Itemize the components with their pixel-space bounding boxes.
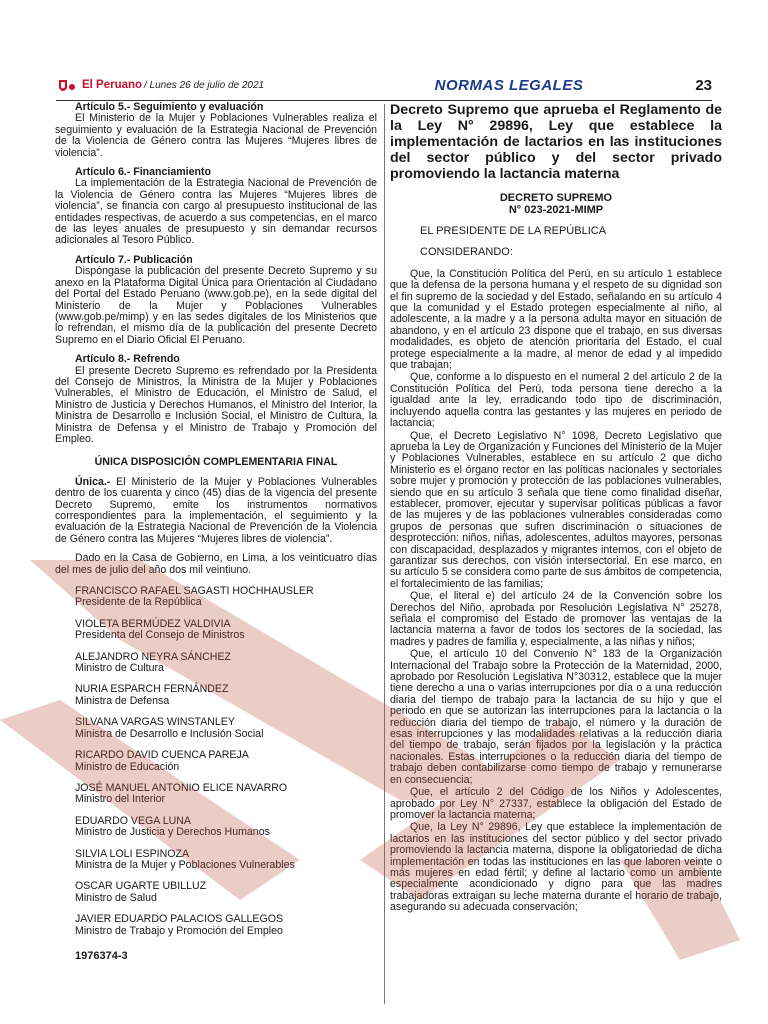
considering-paragraph: Que, el Decreto Legislativo N° 1098, Decreto Legislativo que aprueba la Ley de Organización y Funciones del Ministerio de la Mujer y Poblaciones Vulnerables, establece en su artículo 2 que dicho Ministerio es el órgano rector en las políticas nacionales y sectoriales sobre mujer y promoción y protección de las poblaciones vulnerables, siendo que en su artículo 3 señala que tiene como finalidad diseñar, establecer, promover, ejecutar y supervisar políticas públicas a favor de las mujeres y de las poblaciones vulnerables consideradas como grupos de personas que sufren discriminación o situaciones de desprotección: niños, niñas, adolescentes, adultos mayores, personas con discapacidad, desplazados y migrantes internos, con el objeto de garantizar sus derechos, con visión intersectorial. En ese marco, en su artículo 5 se considera como parte de sus ámbitos de competencia, el fortalecimiento de las familias; [390,429,722,590]
decree-number: N° 023-2021-MIMP [508,204,604,216]
article-title: Artículo 5.- Seguimiento y evaluación [75,101,264,113]
president-heading: EL PRESIDENTE DE LA REPÚBLICA [420,225,607,237]
signatory-name: SILVIA LOLI ESPINOZA [75,847,190,860]
article-text: El Ministerio de la Mujer y Poblaciones Vulnerables realiza el seguimiento y evaluación de la Estrategia Nacional de Prevención de la Violencia de Género contra las Mujeres “Mujeres libres de violencia”. [55,112,377,159]
article-7 [55,255,377,346]
unica-text: El Ministerio de la Mujer y Poblaciones Vulnerables dentro de los cuarenta y cinco (45) días de la vigencia del presente Decreto Supremo, emite los instrumentos normativos correspondientes para la implementación, el seguimiento y la evaluación de la Estrategia Nacional de Prevención de la Violencia de Género contra las Mujeres “Mujeres libres de violencia”. [55,475,377,545]
unica-label: Única.- [75,475,111,488]
considering-paragraph: Que, el artículo 2 del Código de los Niños y Adolescentes, aprobado por Ley N° 27337, establece la obligación del Estado de promover la lactancia materna; [390,786,722,821]
signatory-name: JOSÉ MANUEL ANTONIO ELICE NAVARRO [75,781,288,794]
left-column [55,102,377,962]
signatory-name: JAVIER EDUARDO PALACIOS GALLEGOS [75,913,284,926]
article-text: El presente Decreto Supremo es refrendado por la Presidenta del Consejo de Ministros, la Ministra de la Mujer y Poblaciones Vulnerables, el Ministro de Educación, el Ministro de Salud, el Ministro de Justicia y Derechos Humanos, el Ministro del Interior, la Ministra de Desarrollo e Inclusión Social, el Ministro de Cultura, la Ministra de Defensa y el Ministro de Trabajo y Promoción del Empleo. [55,364,377,445]
signatory-name: SILVANA VARGAS WINSTANLEY [75,716,235,729]
signatory-name: FRANCISCO RAFAEL SAGASTI HOCHHAUSLER [75,585,314,598]
signatory [55,881,377,904]
considering-paragraph: Que, la Constitución Política del Perú, en su artículo 1 establece que la defensa de la persona humana y el respeto de su dignidad son el fin supremo de la sociedad y del Estado, señalando en su artículo 4 que la comunidad y el Estado protegen especialmente al niño, al adolescente, a la madre y a la persona adulta mayor en situación de abandono, y en el artículo 23 dispone que el trabajo, en sus diversas modalidades, es objeto de atención prioritaria del Estado, el cual protege especialmente a la madre, al menor de edad y al impedido que trabajan; [390,267,722,372]
signatory [55,619,377,642]
signatory-role: Ministro del Interior [75,793,166,806]
signatory [55,652,377,675]
publication-date: / Lunes 26 de julio de 2021 [144,80,265,91]
peru-coat-of-arms-icon [56,78,82,96]
section-title: NORMAS LEGALES [434,77,584,94]
article-title: Artículo 7.- Publicación [75,253,193,266]
signatory [55,914,377,937]
right-column [390,102,722,915]
signatory-role: Ministro de Educación [75,760,180,773]
signatory-role: Ministro de Salud [75,891,157,904]
signatory-name: NURIA ESPARCH FERNÁNDEZ [75,683,229,696]
signatory-role: Ministra de Defensa [75,694,170,707]
signatories-list [55,586,377,937]
article-5 [55,102,377,159]
signatory-name: OSCAR UGARTE UBILLUZ [75,880,207,893]
page-header [56,74,712,101]
signatory-role: Presidenta del Consejo de Ministros [75,629,245,642]
newspaper-brand: El Peruano [82,79,143,91]
signatory [55,783,377,806]
signatory [55,849,377,872]
article-6 [55,167,377,247]
signatory [55,684,377,707]
unica-paragraph [55,477,377,545]
article-8 [55,354,377,445]
final-provision-heading: ÚNICA DISPOSICIÓN COMPLEMENTARIA FINAL [94,456,338,469]
page-number: 23 [695,77,712,94]
given-at-paragraph: Dado en la Casa de Gobierno, en Lima, a los veinticuatro días del mes de julio del año dos mil veintiuno. [55,552,377,576]
signatory-role: Ministro de Cultura [75,662,164,675]
article-title: Artículo 8.- Refrendo [75,353,180,366]
signatory [55,586,377,609]
article-text: Dispóngase la publicación del presente Decreto Supremo y su anexo en la Plataforma Digital Única para Orientación al Ciudadano del Portal del Estado Peruano (www.gob.pe), en la sede digital del Ministerio de la Mujer y Poblaciones Vulnerables (www.gob.pe/mimp) y en las sedes digitales de los Ministerios que lo refrendan, el mismo día de la publicación del presente Decreto Supremo en el Diario Oficial El Peruano. [55,265,377,346]
article-text: La implementación de la Estrategia Nacional de Prevención de la Violencia de Género contra las Mujeres “Mujeres libres de violencia”, se financia con cargo al presupuesto institucional de las entidades respectivas, de acuerdo a sus competencias, en el marco de las leyes anuales de presupuesto y sin demandar recursos adicionales al Tesoro Público. [55,177,377,247]
signatory [55,717,377,740]
signatory [55,816,377,839]
signatory-role: Ministra de Desarrollo e Inclusión Social [75,727,264,740]
signatory-role: Ministra de la Mujer y Poblaciones Vulnerables [75,858,295,871]
signatory-role: Presidente de la República [75,596,202,609]
signatory-role: Ministro de Trabajo y Promoción del Empleo [75,924,283,937]
signatory-name: ALEJANDRO NEYRA SÁNCHEZ [75,650,231,663]
signatory [55,750,377,773]
signatory-name: VIOLETA BERMÚDEZ VALDIVIA [75,617,231,630]
article-title: Artículo 6.- Financiamiento [75,166,211,179]
considering-paragraph: Que, el literal e) del artículo 24 de la Convención sobre los Derechos del Niño, aprobada por Resolución Legislativa N° 25278, señala el compromiso del Estado de promover las ventajas de la lactancia materna a favor de todos los sectores de la sociedad, las madres y padres de familia y, especialmente, a las niñas y niños; [390,590,722,648]
signatory-name: EDUARDO VEGA LUNA [75,814,191,827]
decree-type: DECRETO SUPREMO [499,192,613,204]
considering-paragraph: Que, la Ley N° 29896, Ley que establece la implementación de lactarios en las instituciones del sector público y del sector privado promoviendo la lactancia materna, dispone la obligatoriedad de dicha implementación en todas las instituciones en las que laboren veinte o más mujeres en edad fértil; y define al lactario como un ambiente especialmente acondicionado y digno para que las madres trabajadoras extraigan su leche materna durante el horario de trabajo, asegurando su adecuada conservación; [390,821,722,914]
considering-paragraph: Que, conforme a lo dispuesto en el numeral 2 del artículo 2 de la Constitución Política del Perú, toda persona tiene derecho a la igualdad ante la ley, erradicando todo tipo de discriminación, incluyendo aquella contra las gestantes y las mujeres en periodo de lactancia; [390,371,722,430]
signatory-role: Ministro de Justicia y Derechos Humanos [75,826,270,839]
signatory-name: RICARDO DAVID CUENCA PAREJA [75,749,249,762]
column-divider [384,104,385,1004]
publication-code: 1976374-3 [75,949,128,962]
considering-paragraph: Que, el artículo 10 del Convenio N° 183 de la Organización Internacional del Trabajo sobre la Protección de la Maternidad, 2000, aprobado por Resolución Legislativa N°30312, establece que la mujer tiene derecho a una o varias interrupciones por día o a una reducción diaria del tiempo de trabajo para la lactancia de su hijo y que el periodo en que se autorizan las interrupciones para la lactancia o la reducción diaria del tiempo de trabajo, el número y la duración de esas interrupciones y las modalidades relativas a la reducción diaria del tiempo de trabajo, serán fijados por la legislación y la práctica nacionales. Estas interrupciones o la reducción diaria del tiempo de trabajo deben contabilizarse como tiempo de trabajo y remunerarse en consecuencia; [390,648,722,786]
considering-heading: CONSIDERANDO: [420,246,513,259]
decree-title: Decreto Supremo que aprueba el Reglamento de la Ley N° 29896, Ley que establece la implementación de lactarios en las instituciones del sector público y del sector privado promoviendo la lactancia materna [390,102,722,182]
